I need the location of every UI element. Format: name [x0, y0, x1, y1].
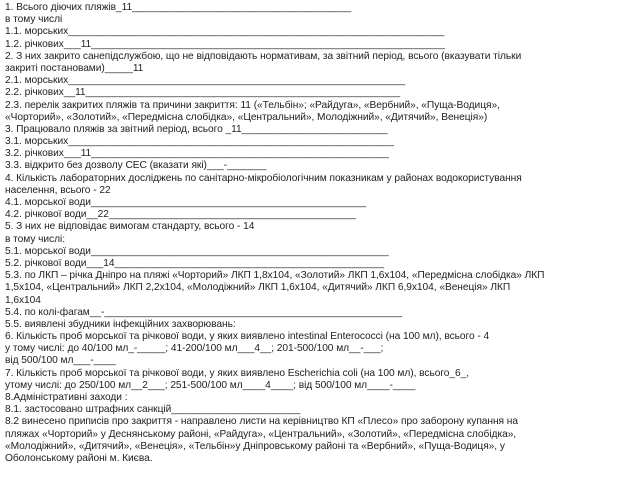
- text-line: 5. З них не відповідає вимогам стандарту, всього - 14: [5, 221, 255, 233]
- text-line: 7. Кількість проб морської та річкової води, у яких виявлено Escherichia coli (на 100 мл), всього_6_,: [5, 367, 470, 379]
- text-line: 5.2. річкової води___14________________________________________________: [5, 257, 385, 269]
- text-line: «Молодіжний», «Дитячий», «Венеція», «Тельбін»у Дніпровському районі та «Вербний», «Пуща-Водиця», у: [5, 440, 505, 452]
- text-line: 8.2 винесено приписів про закриття - направлено листи на керівництво КП «Плесо» про заборону купання на: [5, 416, 519, 428]
- text-line: «Чорторий», «Золотий», «Передмісна слобідка», «Центральний», Молодіжний», «Дитячий», Венеція»): [5, 111, 488, 123]
- text-line: в тому числі: [5, 14, 63, 26]
- text-line: 2.2. річкових__11________________________________________________________: [5, 87, 401, 99]
- text-line: в тому числі:: [5, 233, 65, 245]
- text-line: 3. Працювало пляжів за звітний період, всього _11__________________________: [5, 123, 388, 135]
- text-line: 3.1. морських__________________________________________________________: [5, 136, 394, 148]
- text-line: 2.3. перелік закритих пляжів та причини закриття: 11 («Тельбін»; «Райдуга», «Вербний», «Пуща-Водиця»,: [5, 99, 500, 111]
- text-line: 1,6x104: [5, 294, 41, 306]
- text-line: 2.1. морських____________________________________________________________: [5, 75, 406, 87]
- text-line: 5.5. виявлені збудники інфекційних захворювань:: [5, 318, 236, 330]
- text-line: 4. Кількість лабораторних досліджень по санітарно-мікробіологічним показникам у районах водокористування: [5, 172, 522, 184]
- text-line: 4.1. морської води_________________________________________________: [5, 197, 367, 208]
- text-line: 5.1. морської води_____________________________________________________: [5, 245, 389, 257]
- text-line: Оболонському районі м. Києва.: [5, 452, 153, 464]
- text-line: 8.Адміністративні заходи :: [5, 392, 128, 403]
- text-line: 8.1. застосовано штрафних санкцій_______________________: [5, 404, 301, 416]
- text-line: 1,5x104, «Центральний» ЛКП 2,2x104, «Молодіжний» ЛКП 1,6x104, «Дитячий» ЛКП 6,9x104, «Венеція» ЛКП: [5, 282, 511, 294]
- text-line: 2. З них закрито санепідслужбою, що не відповідають нормативам, за звітний період, всього (вказувати тільки: [5, 50, 522, 62]
- text-line: 1. Всього діючих пляжів_11_______________________________________: [5, 2, 352, 13]
- text-line: 1.2. річкових___11_______________________________________________________________: [5, 38, 445, 50]
- text-line: 5.4. по колі-фагам__-_____________________________________________________: [5, 306, 402, 318]
- text-line: 4.2. річкової води__22____________________________________________: [5, 209, 356, 221]
- text-line: населення, всього - 22: [5, 184, 111, 196]
- text-line: 5.3. по ЛКП – річка Дніпро на пляжі «Чорторий» ЛКП 1,8x104, «Золотий» ЛКП 1,6x104, «Передмісна слобідка» ЛКП: [5, 270, 545, 282]
- text-line: у тому числі: до 40/100 мл_-_____; 41-200/100 мл___4__; 201-500/100 мл__-___;: [5, 343, 384, 355]
- text-line: від 500/100 мл___-____: [5, 355, 117, 367]
- text-line: 6. Кількість проб морської та річкової води, у яких виявлено intestinal Enterococci (на 100 мл), всього - 4: [5, 331, 490, 343]
- text-line: 3.3. відкрито без дозволу СЕС (вказати які)___-_______: [5, 160, 267, 172]
- text-line: пляжах «Чорторий» у Деснянському районі, «Райдуга», «Центральний», «Золотий», «Передмісна слобідка»,: [5, 428, 517, 440]
- text-line: утому числі: до 250/100 мл__2___; 251-500/100 мл____4____; від 500/100 мл____-____: [5, 379, 416, 391]
- text-line: 3.2. річкових___11_____________________________________________________: [5, 148, 389, 160]
- text-line: закриті постановами)_____11: [5, 62, 144, 74]
- text-line: 1.1. морських___________________________________________________________________: [5, 26, 445, 38]
